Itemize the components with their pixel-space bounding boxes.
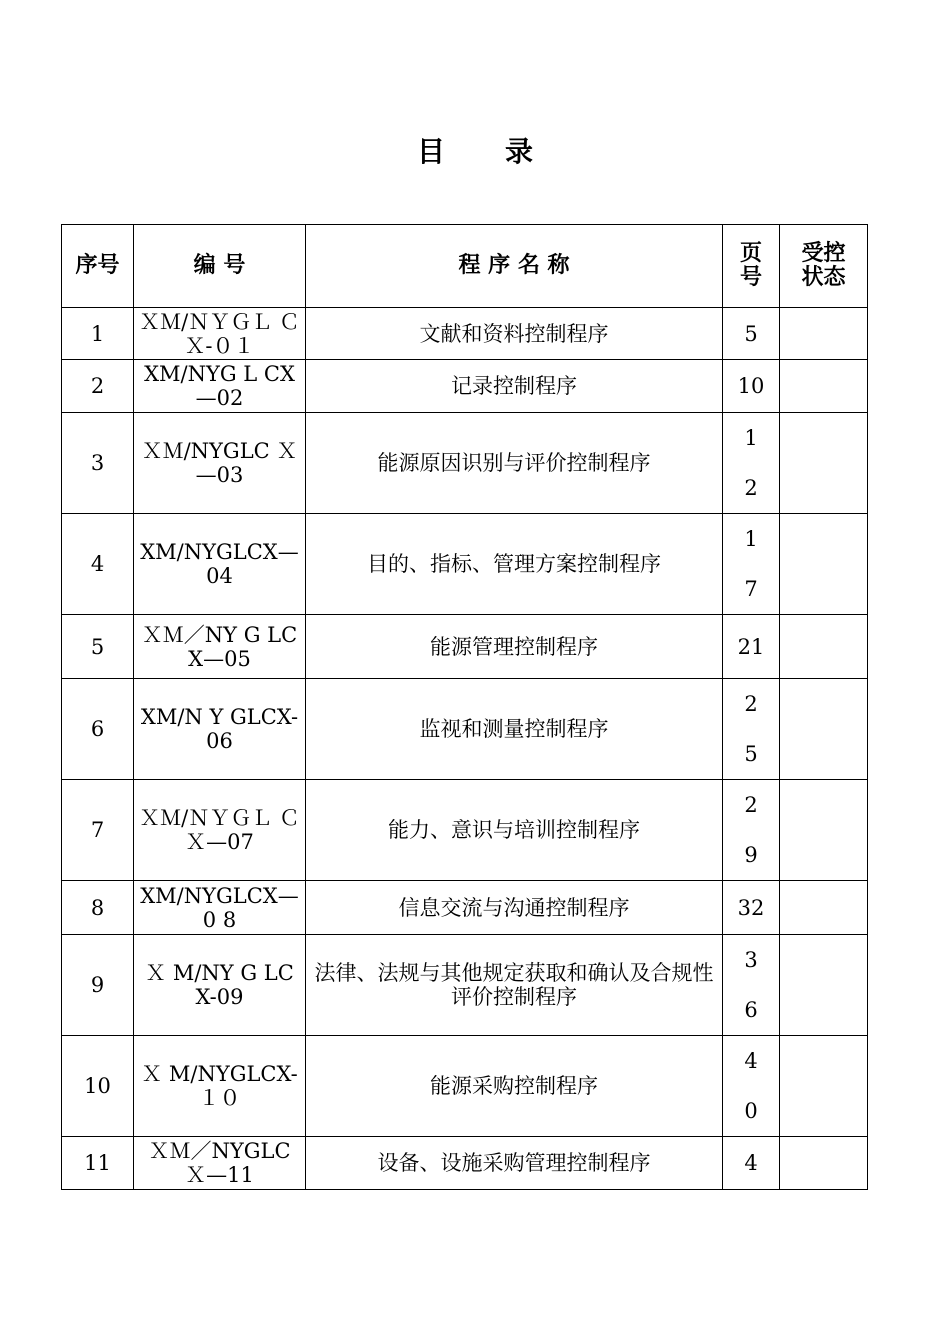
row-code: ＸＭ/ＮＹＧＬ ＣＸ-０１ <box>134 308 306 360</box>
row-code: ＸＭ/NYGLC Ｘ—03 <box>134 413 306 514</box>
row-seq: 10 <box>62 1036 134 1137</box>
row-name: 信息交流与沟通控制程序 <box>306 881 723 935</box>
row-name: 目的、指标、管理方案控制程序 <box>306 514 723 615</box>
header-row <box>62 225 868 308</box>
row-name: 文献和资料控制程序 <box>306 308 723 360</box>
row-page: 2 9 <box>723 780 780 881</box>
row-seq: 11 <box>62 1137 134 1190</box>
table-row <box>62 308 868 360</box>
row-status <box>780 679 868 780</box>
row-status <box>780 615 868 679</box>
row-status <box>780 1036 868 1137</box>
row-seq: 3 <box>62 413 134 514</box>
document-title <box>0 130 950 170</box>
row-status <box>780 514 868 615</box>
row-status <box>780 935 868 1036</box>
row-page: 4 <box>723 1137 780 1190</box>
row-name: 能源管理控制程序 <box>306 615 723 679</box>
header-seq: 序号 <box>62 225 134 308</box>
row-page: 10 <box>723 360 780 413</box>
row-page: 2 5 <box>723 679 780 780</box>
row-seq: 5 <box>62 615 134 679</box>
row-name: 记录控制程序 <box>306 360 723 413</box>
row-seq: 6 <box>62 679 134 780</box>
table-row <box>62 1036 868 1137</box>
row-page: 21 <box>723 615 780 679</box>
row-page: 4 0 <box>723 1036 780 1137</box>
row-status <box>780 780 868 881</box>
row-name: 能源原因识别与评价控制程序 <box>306 413 723 514</box>
table-row <box>62 679 868 780</box>
table-row <box>62 780 868 881</box>
row-page: 3 6 <box>723 935 780 1036</box>
row-status <box>780 413 868 514</box>
row-page: 5 <box>723 308 780 360</box>
title-char-2: 录 <box>505 135 534 168</box>
toc-table <box>61 224 868 1190</box>
table-row <box>62 615 868 679</box>
table-row <box>62 360 868 413</box>
row-name: 能力、意识与培训控制程序 <box>306 780 723 881</box>
row-code: ＸＭ/ＮＹＧＬ ＣＸ—07 <box>134 780 306 881</box>
row-seq: 4 <box>62 514 134 615</box>
row-page: 1 7 <box>723 514 780 615</box>
row-code: XM/NYG L CX—02 <box>134 360 306 413</box>
row-code: XM/NYGLCX—04 <box>134 514 306 615</box>
title-char-1: 目 <box>416 135 445 168</box>
row-seq: 1 <box>62 308 134 360</box>
header-code: 编 号 <box>134 225 306 308</box>
row-name: 法律、法规与其他规定获取和确认及合规性评价控制程序 <box>306 935 723 1036</box>
row-code: Ｘ M/NYGLCX-１０ <box>134 1036 306 1137</box>
table-row <box>62 1137 868 1190</box>
row-seq: 2 <box>62 360 134 413</box>
row-code: Ｘ M/NY G LCX-09 <box>134 935 306 1036</box>
row-seq: 8 <box>62 881 134 935</box>
row-status <box>780 1137 868 1190</box>
row-code: XM/NYGLCX—0 8 <box>134 881 306 935</box>
table-row <box>62 413 868 514</box>
row-name: 设备、设施采购管理控制程序 <box>306 1137 723 1190</box>
row-name: 监视和测量控制程序 <box>306 679 723 780</box>
table-row <box>62 881 868 935</box>
row-code: ＸＭ／NY G LCX—05 <box>134 615 306 679</box>
row-name: 能源采购控制程序 <box>306 1036 723 1137</box>
row-seq: 9 <box>62 935 134 1036</box>
row-code: ＸＭ／NYGLC Ｘ—11 <box>134 1137 306 1190</box>
row-status <box>780 360 868 413</box>
row-code: XM/N Y GLCX-06 <box>134 679 306 780</box>
table-row <box>62 514 868 615</box>
table-row <box>62 935 868 1036</box>
row-page: 1 2 <box>723 413 780 514</box>
header-page: 页号 <box>723 225 780 308</box>
header-status: 受控状态 <box>780 225 868 308</box>
row-status <box>780 308 868 360</box>
row-page: 32 <box>723 881 780 935</box>
header-name: 程 序 名 称 <box>306 225 723 308</box>
row-status <box>780 881 868 935</box>
row-seq: 7 <box>62 780 134 881</box>
